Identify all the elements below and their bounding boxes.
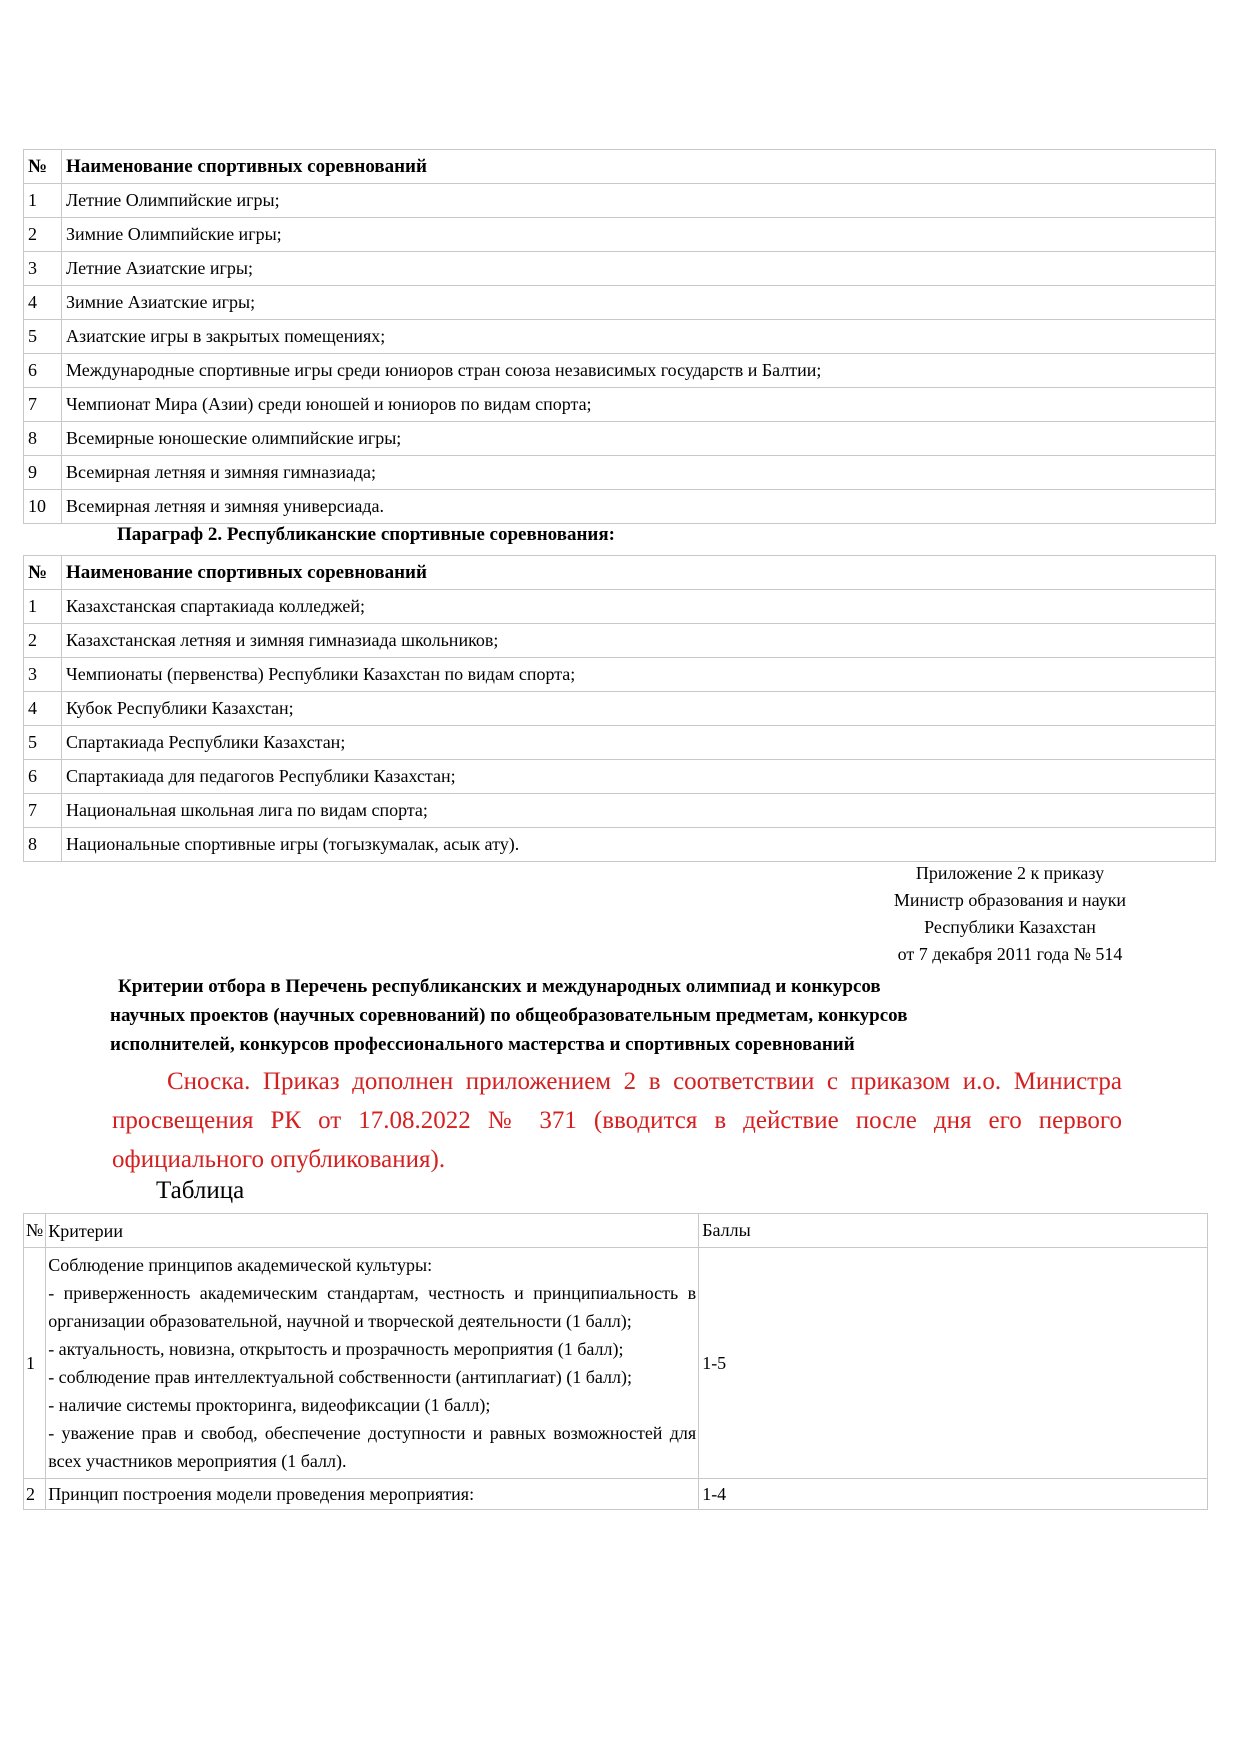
points-cell: 1-5 — [699, 1248, 1208, 1479]
row-number: 2 — [24, 624, 62, 658]
table-row — [24, 1479, 1208, 1510]
row-number: 1 — [24, 184, 62, 218]
col-number-header: № — [24, 150, 62, 184]
competition-name: Всемирная летняя и зимняя универсиада. — [62, 490, 1216, 524]
criteria-line: Соблюдение принципов академической культуры: — [48, 1255, 433, 1275]
competition-name: Зимние Азиатские игры; — [62, 286, 1216, 320]
row-number: 1 — [24, 1248, 46, 1479]
republican-competitions-table — [23, 555, 1216, 862]
row-number: 1 — [24, 590, 62, 624]
row-number: 9 — [24, 456, 62, 490]
competition-name: Чемпионаты (первенства) Республики Казахстан по видам спорта; — [62, 658, 1216, 692]
paragraph-2-heading: Параграф 2. Республиканские спортивные соревнования: — [117, 524, 615, 545]
international-competitions-table — [23, 149, 1216, 524]
row-number: 8 — [24, 422, 62, 456]
criteria-title — [110, 972, 1120, 1059]
col-name-header: Наименование спортивных соревнований — [62, 556, 1216, 590]
row-number: 6 — [24, 354, 62, 388]
competition-name: Кубок Республики Казахстан; — [62, 692, 1216, 726]
col-points-header: Баллы — [699, 1214, 1208, 1248]
table-row — [24, 320, 1216, 354]
table-row — [24, 760, 1216, 794]
criteria-cell: Принцип построения модели проведения мероприятия: — [46, 1479, 699, 1510]
table-row — [24, 286, 1216, 320]
table-row — [24, 692, 1216, 726]
table-row — [24, 422, 1216, 456]
appendix-line: от 7 декабря 2011 года № 514 — [897, 944, 1123, 964]
row-number: 8 — [24, 828, 62, 862]
row-number: 3 — [24, 658, 62, 692]
criteria-line: - актуальность, новизна, открытость и прозрачность мероприятия (1 балл); — [48, 1339, 624, 1359]
row-number: 4 — [24, 692, 62, 726]
competition-name: Международные спортивные игры среди юниоров стран союза независимых государств и Балтии; — [62, 354, 1216, 388]
competition-name: Всемирная летняя и зимняя гимназиада; — [62, 456, 1216, 490]
competition-name: Казахстанская спартакиада колледжей; — [62, 590, 1216, 624]
competition-name: Летние Олимпийские игры; — [62, 184, 1216, 218]
competition-name: Зимние Олимпийские игры; — [62, 218, 1216, 252]
table-row — [24, 388, 1216, 422]
points-cell: 1-4 — [699, 1479, 1208, 1510]
competition-name: Спартакиада для педагогов Республики Казахстан; — [62, 760, 1216, 794]
col-name-header: Наименование спортивных соревнований — [62, 150, 1216, 184]
table-row — [24, 590, 1216, 624]
table-row — [24, 726, 1216, 760]
table-row — [24, 490, 1216, 524]
row-number: 7 — [24, 794, 62, 828]
table-row — [24, 828, 1216, 862]
table-row — [24, 354, 1216, 388]
appendix-line: Приложение 2 к приказу — [915, 863, 1105, 883]
row-number: 3 — [24, 252, 62, 286]
criteria-title-line: исполнителей, конкурсов профессионального мастерства и спортивных соревнований — [110, 1034, 855, 1055]
row-number: 6 — [24, 760, 62, 794]
appendix-line: Республики Казахстан — [924, 917, 1096, 937]
appendix-reference — [850, 860, 1170, 968]
col-number-header: № — [24, 556, 62, 590]
table-header-row — [24, 556, 1216, 590]
competition-name: Спартакиада Республики Казахстан; — [62, 726, 1216, 760]
criteria-line: - соблюдение прав интеллектуальной собственности (антиплагиат) (1 балл); — [48, 1367, 632, 1387]
row-number: 2 — [24, 218, 62, 252]
table-row — [24, 624, 1216, 658]
amendment-footnote: Сноска. Приказ дополнен приложением 2 в соответствии с приказом и.о. Министра просвещения РК от 17.08.2022 № 371 (вводится в действие после дня его первого официального опубликования). — [112, 1068, 1122, 1173]
criteria-line: - приверженность академическим стандартам, честность и принципиальность в организации образовательной, научной и творческой деятельности (1 балл); — [48, 1283, 697, 1331]
criteria-table — [23, 1213, 1208, 1510]
criteria-title-line: научных проектов (научных соревнований) по общеобразовательным предметам, конкурсов — [110, 1005, 908, 1026]
criteria-title-line: Критерии отбора в Перечень республиканских и международных олимпиад и конкурсов — [118, 976, 881, 997]
table-row — [24, 1248, 1208, 1479]
competition-name: Казахстанская летняя и зимняя гимназиада школьников; — [62, 624, 1216, 658]
table-row — [24, 794, 1216, 828]
competition-name: Всемирные юношеские олимпийские игры; — [62, 422, 1216, 456]
row-number: 2 — [24, 1479, 46, 1510]
table-row — [24, 218, 1216, 252]
table-row — [24, 456, 1216, 490]
table-row — [24, 184, 1216, 218]
table-header-row — [24, 1214, 1208, 1248]
table-label: Таблица — [156, 1177, 245, 1204]
competition-name: Летние Азиатские игры; — [62, 252, 1216, 286]
appendix-line: Министр образования и науки — [893, 890, 1127, 910]
competition-name: Национальная школьная лига по видам спорта; — [62, 794, 1216, 828]
criteria-line: - уважение прав и свобод, обеспечение доступности и равных возможностей для всех участников мероприятия (1 балл). — [48, 1423, 697, 1471]
col-number-header: № — [24, 1214, 46, 1248]
row-number: 7 — [24, 388, 62, 422]
row-number: 10 — [24, 490, 62, 524]
competition-name: Азиатские игры в закрытых помещениях; — [62, 320, 1216, 354]
competition-name: Чемпионат Мира (Азии) среди юношей и юниоров по видам спорта; — [62, 388, 1216, 422]
criteria-cell — [46, 1248, 699, 1479]
table-header-row — [24, 150, 1216, 184]
row-number: 5 — [24, 320, 62, 354]
table-row — [24, 658, 1216, 692]
criteria-line: - наличие системы прокторинга, видеофиксации (1 балл); — [48, 1395, 491, 1415]
row-number: 4 — [24, 286, 62, 320]
row-number: 5 — [24, 726, 62, 760]
table-row — [24, 252, 1216, 286]
col-criteria-header: Критерии — [46, 1214, 699, 1248]
competition-name: Национальные спортивные игры (тогызкумалак, асык ату). — [62, 828, 1216, 862]
